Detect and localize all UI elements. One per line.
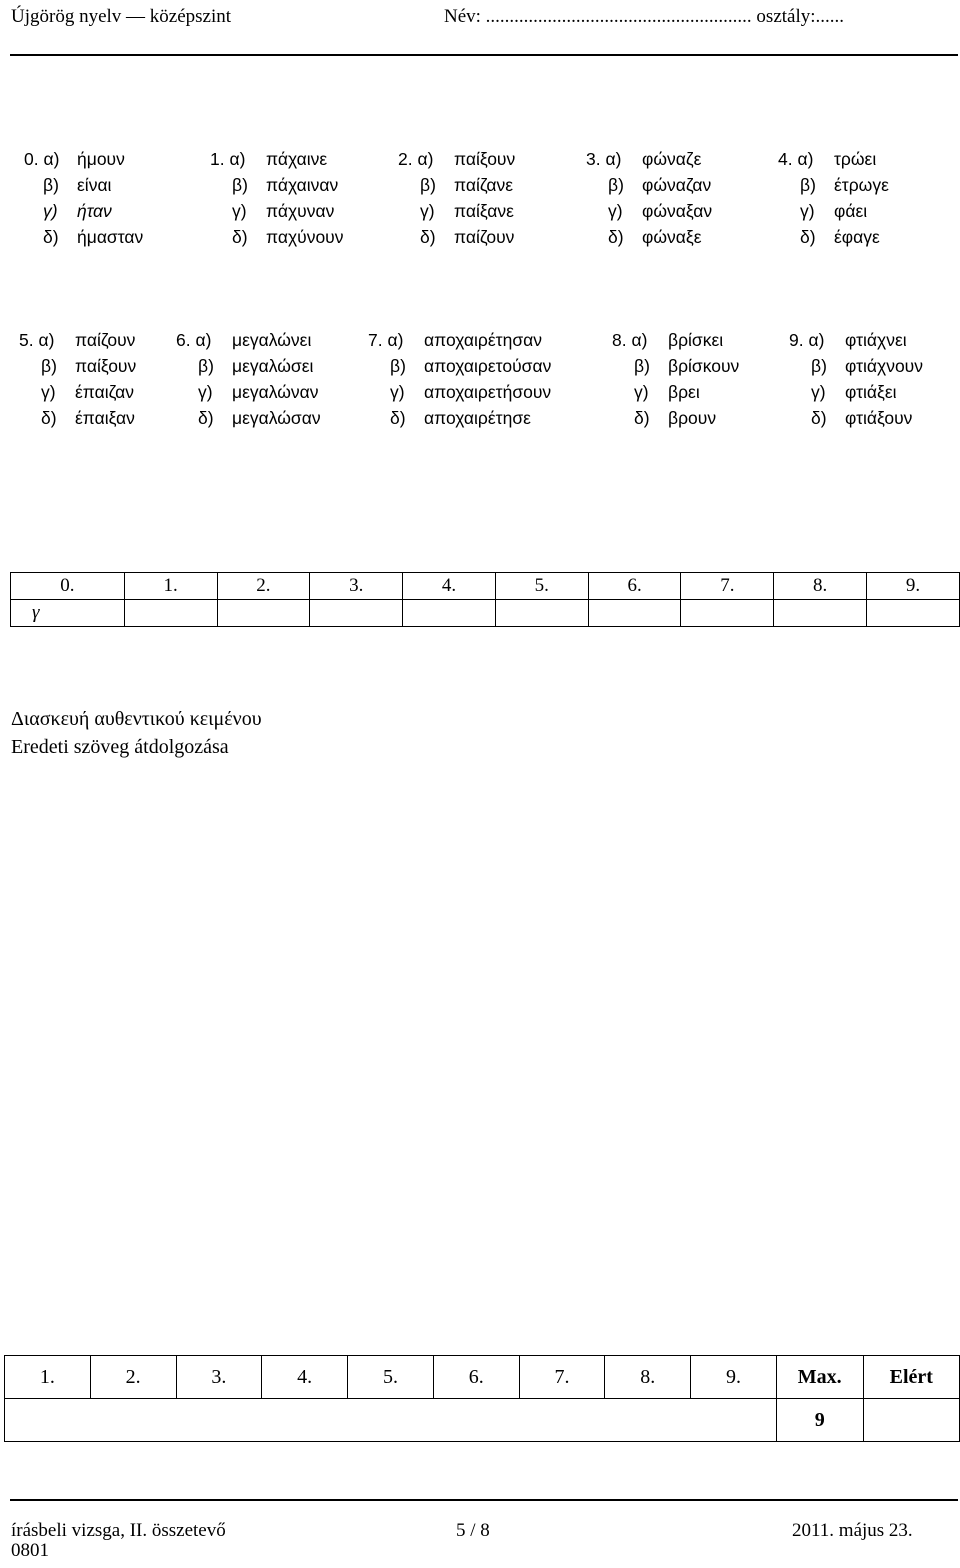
option-label: γ) (390, 382, 405, 402)
option-0-0 (24, 146, 125, 172)
option-word: ήμασταν (77, 227, 144, 247)
option-label: α) (387, 330, 404, 350)
option-label: γ) (43, 201, 58, 221)
option-label: δ) (43, 227, 59, 247)
option-label: β) (41, 356, 57, 376)
option-word: φώναξαν (642, 201, 713, 221)
answer-grid-header: 5. (495, 573, 588, 600)
option-word: μεγαλώσει (232, 356, 314, 376)
question-number: 5. (19, 330, 39, 350)
answer-grid-header: 1. (124, 573, 217, 600)
option-word: μεγαλώναν (232, 382, 319, 402)
option-word: αποχαιρέτησε (424, 408, 531, 428)
option-3-0 (586, 146, 702, 172)
answer-grid-header: 0. (11, 573, 125, 600)
option-word: έτρωγε (834, 175, 889, 195)
exam-date: 2011. május 23. (792, 1520, 913, 1541)
option-word: φτιάξουν (845, 408, 913, 428)
answer-cell-3[interactable] (310, 600, 403, 627)
option-word: βρίσκουν (668, 356, 740, 376)
option-9-2 (811, 379, 897, 405)
score-grid-header: 9. (691, 1356, 777, 1399)
option-word: φάει (834, 201, 868, 221)
option-2-1 (420, 172, 514, 198)
option-word: έπαιζαν (75, 382, 135, 402)
option-word: φτιάχνουν (845, 356, 924, 376)
section-title-greek: Διασκευή αυθεντικού κειμένου (11, 708, 262, 730)
option-word: πάχαινε (266, 149, 328, 169)
score-grid-header: Max. (776, 1356, 863, 1399)
option-word: μεγαλώνει (232, 330, 312, 350)
score-grid-header: 1. (5, 1356, 91, 1399)
answer-grid (10, 572, 960, 627)
score-achieved-cell[interactable] (863, 1399, 959, 1442)
answer-cell-4[interactable] (403, 600, 496, 627)
header-divider (10, 54, 958, 56)
question-number: 1. (210, 149, 230, 169)
option-word: παίξανε (454, 201, 514, 221)
question-number: 3. (586, 149, 606, 169)
answer-cell-6[interactable] (588, 600, 681, 627)
score-grid-header: 5. (348, 1356, 434, 1399)
footer-left (11, 1520, 226, 1564)
score-grid-header: 6. (433, 1356, 519, 1399)
option-6-1 (198, 353, 314, 379)
score-grid-header: 8. (605, 1356, 691, 1399)
option-label: γ) (232, 201, 247, 221)
option-word: μεγαλώσαν (232, 408, 321, 428)
score-grid-header: 2. (90, 1356, 176, 1399)
question-number: 4. (778, 149, 798, 169)
option-label: α) (229, 149, 246, 169)
option-2-2 (420, 198, 514, 224)
option-1-0 (210, 146, 328, 172)
option-word: φτιάχνει (845, 330, 907, 350)
option-5-0 (19, 327, 136, 353)
option-4-1 (800, 172, 889, 198)
option-label: δ) (634, 408, 650, 428)
option-8-2 (634, 379, 700, 405)
question-number: 6. (176, 330, 196, 350)
option-3-2 (608, 198, 713, 224)
option-5-1 (41, 353, 137, 379)
option-word: παίζανε (454, 175, 514, 195)
option-label: α) (38, 330, 55, 350)
option-label: γ) (800, 201, 815, 221)
option-word: πάχαιναν (266, 175, 339, 195)
option-label: γ) (420, 201, 435, 221)
answer-cell-8[interactable] (774, 600, 867, 627)
option-1-2 (232, 198, 335, 224)
footer-divider (10, 1499, 958, 1501)
exam-title: Újgörög nyelv — középszint (11, 6, 232, 27)
option-label: γ) (198, 382, 213, 402)
option-label: β) (198, 356, 214, 376)
option-5-2 (41, 379, 135, 405)
option-0-3 (43, 224, 144, 250)
option-label: β) (43, 175, 59, 195)
option-6-0 (176, 327, 312, 353)
option-4-0 (778, 146, 877, 172)
option-word: φώναζαν (642, 175, 712, 195)
option-label: α) (631, 330, 648, 350)
option-label: β) (232, 175, 248, 195)
section-title-hungarian: Eredeti szöveg átdolgozása (11, 736, 229, 758)
option-7-3 (390, 405, 531, 431)
option-1-3 (232, 224, 344, 250)
option-label: α) (195, 330, 212, 350)
option-7-1 (390, 353, 552, 379)
question-number: 0. (24, 149, 44, 169)
option-label: δ) (420, 227, 436, 247)
option-2-3 (420, 224, 515, 250)
option-word: παίξουν (75, 356, 137, 376)
option-3-3 (608, 224, 702, 250)
option-word: παίζουν (454, 227, 515, 247)
option-6-2 (198, 379, 319, 405)
option-label: δ) (811, 408, 827, 428)
option-word: ήμουν (77, 149, 125, 169)
option-word: ήταν (77, 201, 112, 221)
answer-cell-5[interactable] (495, 600, 588, 627)
answer-cell-1[interactable] (124, 600, 217, 627)
option-label: α) (43, 149, 60, 169)
option-label: δ) (800, 227, 816, 247)
option-word: πάχυναν (266, 201, 335, 221)
option-word: φώναζε (642, 149, 702, 169)
option-word: αποχαιρετήσουν (424, 382, 552, 402)
option-label: γ) (811, 382, 826, 402)
score-grid (4, 1355, 960, 1442)
page-header (0, 0, 960, 56)
option-label: δ) (198, 408, 214, 428)
option-label: α) (605, 149, 622, 169)
option-word: παχύνουν (266, 227, 344, 247)
question-number: 7. (368, 330, 388, 350)
option-word: φτιάξει (845, 382, 897, 402)
option-label: α) (808, 330, 825, 350)
option-0-2 (43, 198, 112, 224)
option-label: α) (417, 149, 434, 169)
option-2-0 (398, 146, 516, 172)
score-max-value: 9 (776, 1399, 863, 1442)
answer-cell-0[interactable]: γ (11, 600, 125, 627)
footer-code: 0801 (11, 1540, 49, 1561)
option-3-1 (608, 172, 712, 198)
option-8-0 (612, 327, 724, 353)
option-label: α) (797, 149, 814, 169)
option-7-0 (368, 327, 542, 353)
option-label: γ) (634, 382, 649, 402)
score-grid-header: 4. (262, 1356, 348, 1399)
option-7-2 (390, 379, 552, 405)
option-word: παίζουν (75, 330, 136, 350)
question-number: 9. (789, 330, 809, 350)
option-label: δ) (41, 408, 57, 428)
option-label: β) (390, 356, 406, 376)
question-number: 8. (612, 330, 632, 350)
option-word: βρίσκει (668, 330, 724, 350)
option-8-3 (634, 405, 717, 431)
option-9-1 (811, 353, 924, 379)
answer-grid-header: 8. (774, 573, 867, 600)
name-class-field[interactable]: Név: ........................................................ osztály:...... (444, 6, 845, 27)
option-label: δ) (232, 227, 248, 247)
answer-grid-header: 3. (310, 573, 403, 600)
score-task-cells[interactable] (5, 1399, 777, 1442)
option-8-1 (634, 353, 740, 379)
answer-grid-header: 2. (217, 573, 310, 600)
option-word: παίξουν (454, 149, 516, 169)
answer-grid-header: 4. (403, 573, 496, 600)
option-label: β) (811, 356, 827, 376)
option-word: τρώει (834, 149, 877, 169)
option-word: βρουν (668, 408, 717, 428)
option-label: β) (800, 175, 816, 195)
option-label: γ) (608, 201, 623, 221)
score-grid-header: 7. (519, 1356, 605, 1399)
option-label: β) (420, 175, 436, 195)
option-word: αποχαιρέτησαν (424, 330, 542, 350)
option-label: γ) (41, 382, 56, 402)
answer-grid-header: 9. (867, 573, 960, 600)
answer-grid-header: 7. (681, 573, 774, 600)
option-4-2 (800, 198, 868, 224)
option-label: δ) (608, 227, 624, 247)
score-grid-header: Elért (863, 1356, 959, 1399)
answer-cell-9[interactable] (867, 600, 960, 627)
option-4-3 (800, 224, 880, 250)
option-9-3 (811, 405, 913, 431)
option-6-3 (198, 405, 321, 431)
option-word: φώναξε (642, 227, 702, 247)
option-label: β) (634, 356, 650, 376)
answer-grid-header: 6. (588, 573, 681, 600)
option-label: β) (608, 175, 624, 195)
footer-exam-label: írásbeli vizsga, II. összetevő (11, 1520, 226, 1541)
option-word: βρει (668, 382, 700, 402)
option-word: έφαγε (834, 227, 880, 247)
option-9-0 (789, 327, 907, 353)
option-word: έπαιξαν (75, 408, 135, 428)
score-grid-header: 3. (176, 1356, 262, 1399)
question-number: 2. (398, 149, 418, 169)
option-word: αποχαιρετούσαν (424, 356, 552, 376)
option-0-1 (43, 172, 112, 198)
answer-cell-7[interactable] (681, 600, 774, 627)
answer-cell-2[interactable] (217, 600, 310, 627)
option-word: είναι (77, 175, 112, 195)
page-number: 5 / 8 (456, 1520, 490, 1541)
option-5-3 (41, 405, 135, 431)
option-1-1 (232, 172, 339, 198)
option-label: δ) (390, 408, 406, 428)
